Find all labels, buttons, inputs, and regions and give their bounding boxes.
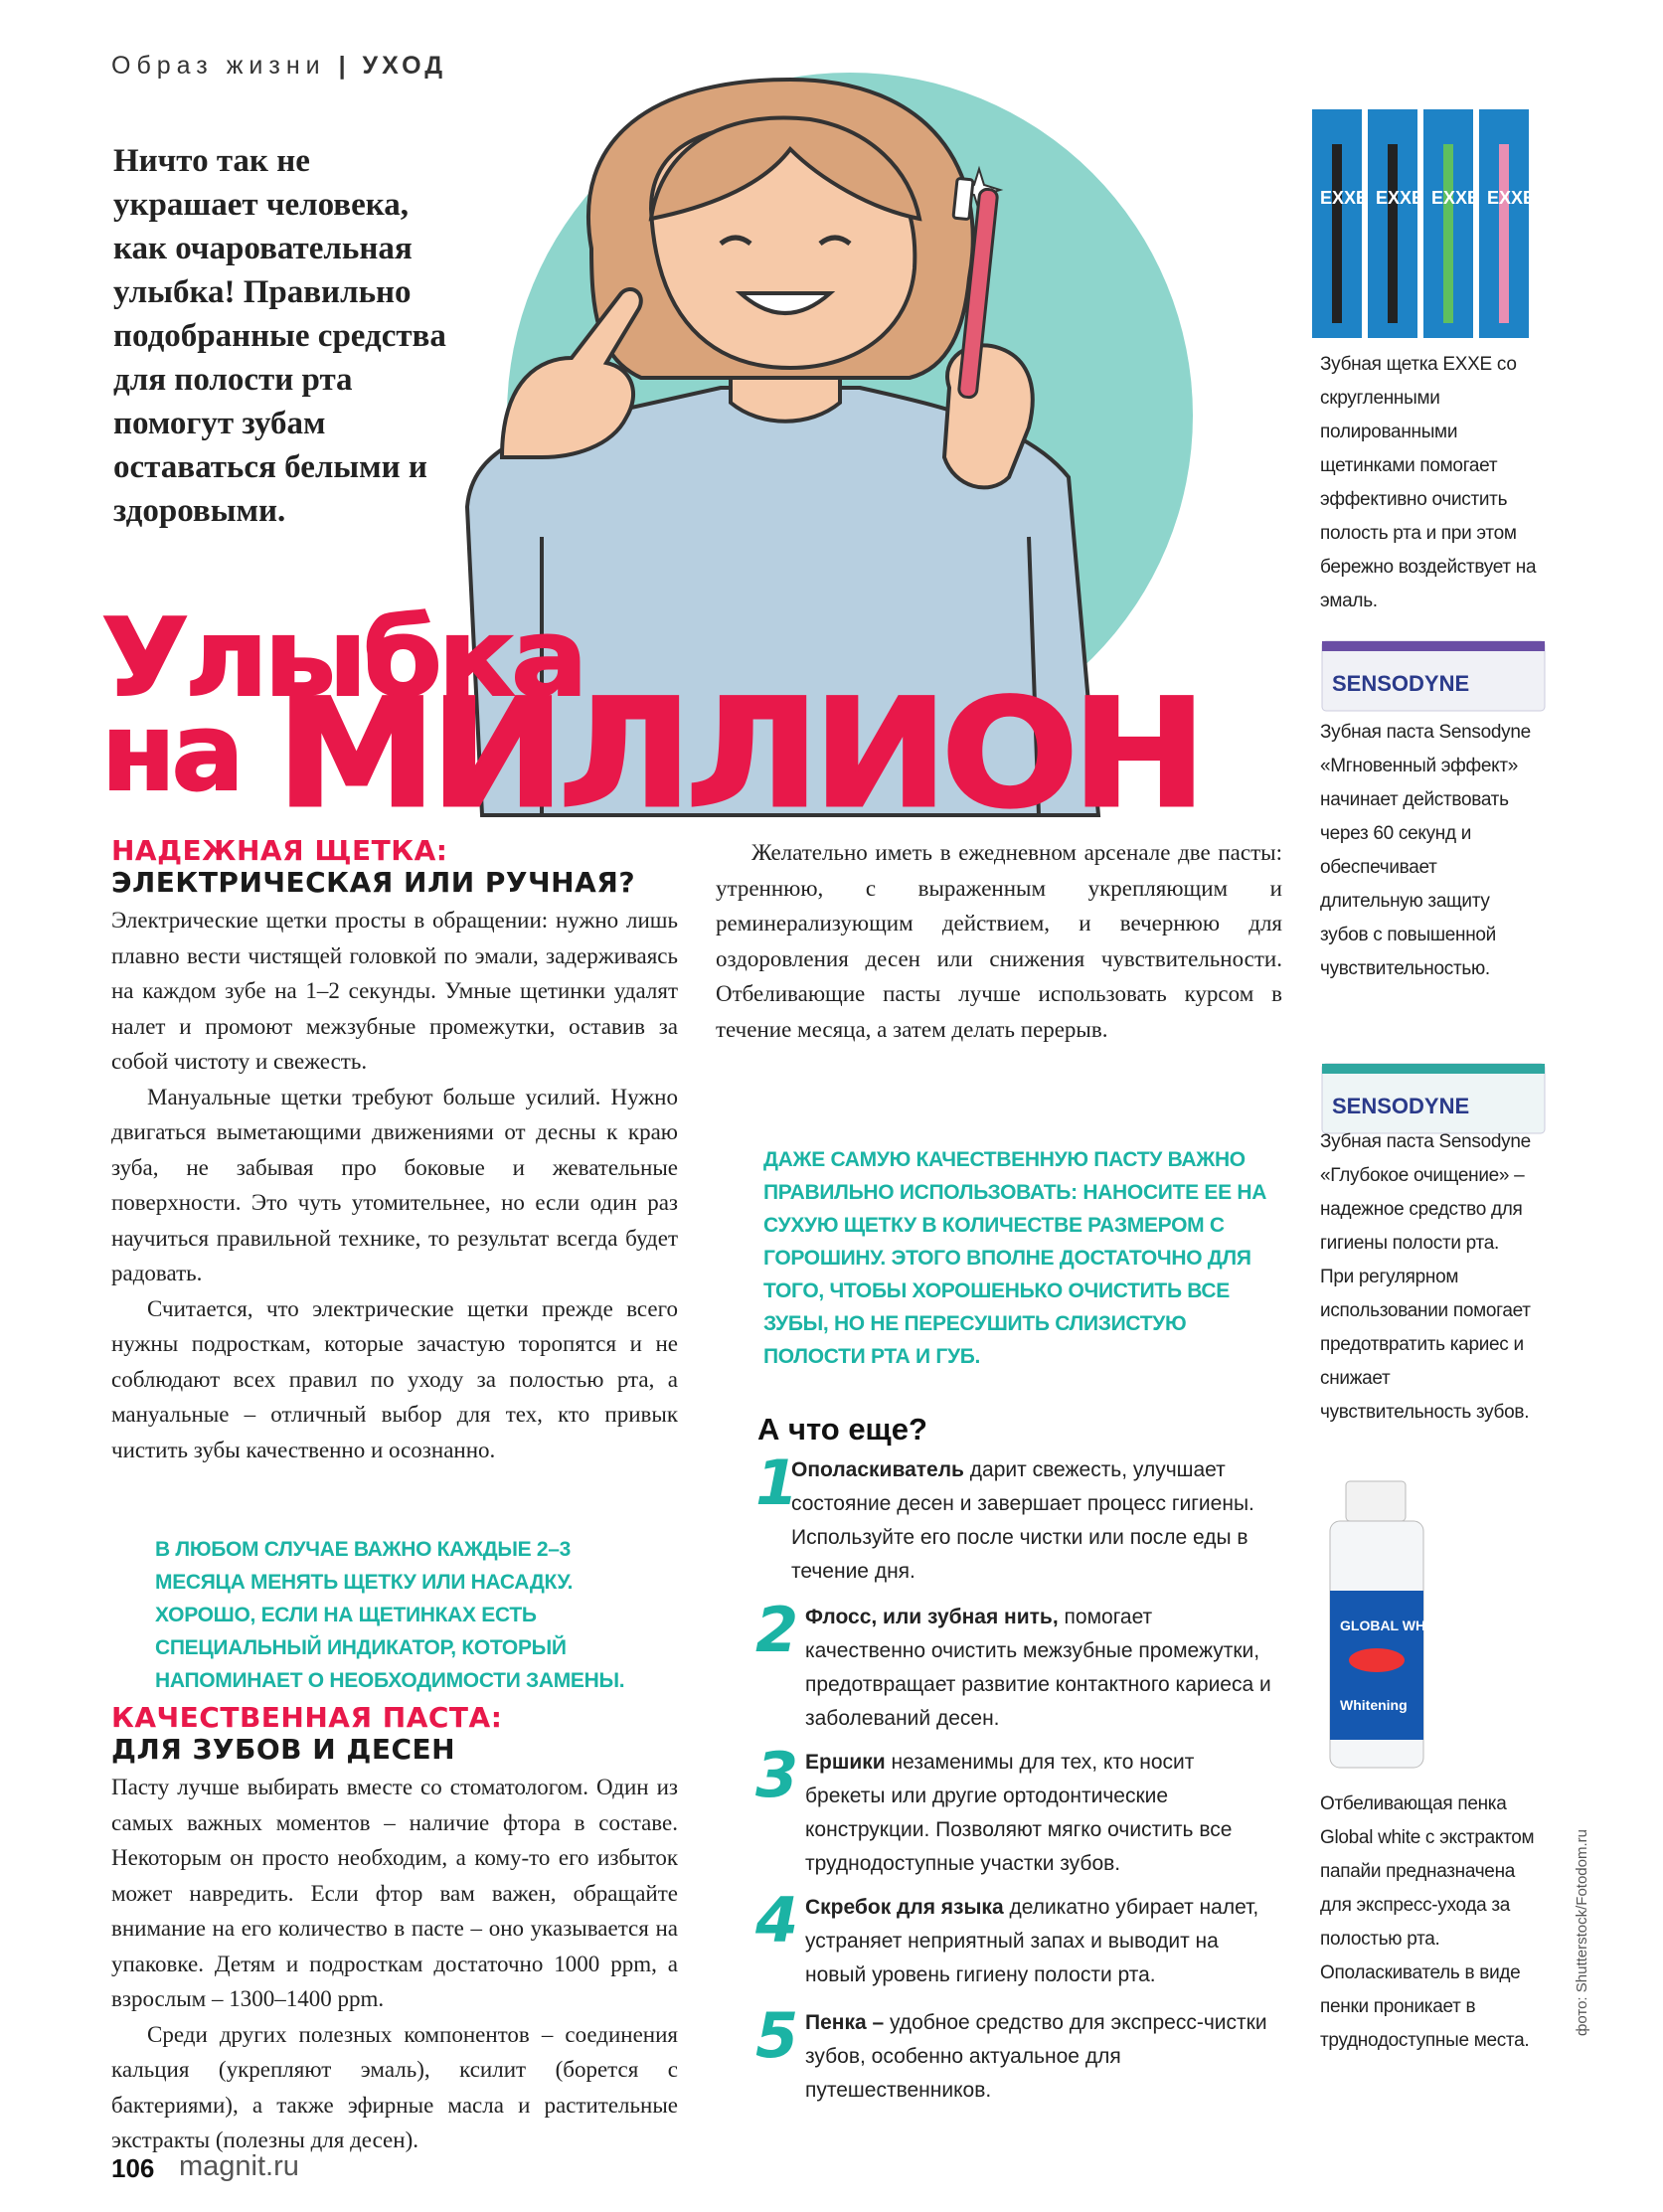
exxe-toothbrushes-image — [1310, 104, 1534, 343]
subsection-name: УХОД — [362, 52, 447, 80]
exxe-caption: Зубная щетка EXXE со скругленными полированными щетинками помогает эффективно очистить полость рта и при этом бережно воздействует на эмаль. — [1320, 354, 1537, 611]
paste-callout: ДАЖЕ САМУЮ КАЧЕСТВЕННУЮ ПАСТУ ВАЖНО ПРАВИЛЬНО ИСПОЛЬЗОВАТЬ: НАНОСИТЕ ЕЕ НА СУХУЮ ЩЕТКУ В КОЛИЧЕСТВЕ РАЗМЕРОМ С ГОРОШИНУ. ЭТОГО ВПОЛНЕ ДОСТАТОЧНО ДЛЯ ТОГО, ЧТОБЫ ХОРОШЕНЬКО ОЧИСТИТЬ ВСЕ ЗУБЫ, НО НЕ ПЕРЕСУШИТЬ СЛИЗИСТУЮ ПОЛОСТИ РТА И ГУБ. — [763, 1148, 1267, 1368]
global-white-foam-image — [1322, 1481, 1447, 1770]
brush-paragraph-2: Мануальные щетки требуют больше усилий. Нужно двигаться выметающими движениями от десны к краю зуба, не забывая про боковые и жевательные поверхности. Это чуть утомительнее, но если один раз научиться правильной технике, то результат всегда будет радовать. — [111, 1084, 678, 1285]
tip-number: 2 — [755, 1594, 799, 1666]
svg-text:Whitening: Whitening — [1340, 1697, 1408, 1713]
global-white-caption: Отбеливающая пенка Global white с экстрактом папайи предназначена для экспресс-ухода за полостью рта. Ополаскиватель в виде пенки проникает в труднодоступные места. — [1320, 1793, 1535, 2051]
sensodyne-deep-clean-caption: Зубная паста Sensodyne «Глубокое очищение» – надежное средство для гигиены полости рта. При регулярном использовании помогает предотвратить кариес и снижает чувствительность зубов. — [1320, 1131, 1531, 1423]
brush-heading-black: ЭЛЕКТРИЧЕСКАЯ ИЛИ РУЧНАЯ? — [111, 866, 636, 899]
what-else-title: А что еще? — [757, 1412, 927, 1446]
brush-callout: В ЛЮБОМ СЛУЧАЕ ВАЖНО КАЖДЫЕ 2–3 МЕСЯЦА МЕНЯТЬ ЩЕТКУ ИЛИ НАСАДКУ. ХОРОШО, ЕСЛИ НА ЩЕТИНКАХ ЕСТЬ СПЕЦИАЛЬНЫЙ ИНДИКАТОР, КОТОРЫЙ НАПОМИНАЕТ О НЕОБХОДИМОСТИ ЗАМЕНЫ. — [155, 1538, 625, 1692]
lead-paragraph: Ничто так не украшает человека, как очаровательная улыбка! Правильно подобранные средства для полости рта помогут зубам оставаться белыми и здоровыми. — [113, 143, 446, 529]
photo-credit: фото: Shutterstock/Fotodom.ru — [1574, 1829, 1590, 2036]
paste-heading-red: КАЧЕСТВЕННАЯ ПАСТА: — [111, 1701, 503, 1734]
paste-section — [111, 1701, 678, 2152]
brush-paragraph-1: Электрические щетки просты в обращении: нужно лишь плавно вести чистящей головкой по эмали, задерживаясь на каждом зубе на 1–2 секунды. Умные щетинки удалят налет и промоют межзубные промежутки, оставив за собой чистоту и свежесть. — [111, 908, 678, 1074]
paste-paragraph-3: Желательно иметь в ежедневном арсенале две пасты: утреннюю, с выраженным укрепляющим и реминерализующим действием, и вечернюю для оздоровления десен или снижения чувствительности. Отбеливающие пасты лучше использовать курсом в течение месяца, а затем делать перерыв. — [716, 840, 1282, 1042]
paste-body-left — [111, 1770, 678, 2152]
paste-paragraph-2: Среди других полезных компонентов – соединения кальция (укрепляют эмаль), ксилит (борется с бактериями), а также эфирные масла и растительные экстракты (полезны для десен). — [111, 2021, 678, 2152]
tip-item: 3 Ершики незаменимы для тех, кто носит брекеты или другие ортодонтические конструкции. Позволяют мягко очистить все труднодоступные участки зубов. — [755, 1739, 1233, 1875]
tip-number: 3 — [755, 1739, 799, 1811]
brush-body — [111, 903, 678, 1467]
tip-number: 1 — [755, 1446, 799, 1519]
paste-paragraph-1: Пасту лучше выбирать вместе со стоматологом. Один из самых важных моментов – наличие фтора в составе. Некоторым он просто необходим, а кому-то его избыток может навредить. Если фтор вам важен, обращайте внимание на его количество в пасте – оно указывается на упаковке. Детям и подросткам достаточно 1000 ppm, а взрослым – 1300–1400 ppm. — [111, 1775, 678, 2011]
section-separator: | — [338, 52, 350, 80]
svg-text:EXXE: EXXE — [1376, 188, 1424, 208]
tip-item: 4 Скребок для языка деликатно убирает налет, устраняет неприятный запах и выводит на новый уровень гигиену полости рта. — [755, 1884, 1259, 1986]
svg-text:SENSODYNE: SENSODYNE — [1332, 1094, 1470, 1118]
brush-section — [111, 835, 678, 1467]
page-number: 106 — [111, 2153, 155, 2183]
tip-item: 1 Ополаскиватель дарит свежесть, улучшает состояние десен и завершает процесс гигиены. Используйте его после чистки или после еды в течение дня. — [755, 1446, 1254, 1583]
section-name: Образ жизни — [111, 52, 326, 80]
svg-text:EXXE: EXXE — [1320, 188, 1369, 208]
svg-text:EXXE: EXXE — [1487, 188, 1536, 208]
brush-heading-red: НАДЕЖНАЯ ЩЕТКА: — [111, 834, 448, 867]
headline-word-1: Улыбка — [101, 596, 584, 721]
headline-word-2: на — [101, 691, 241, 815]
paste-heading-black: ДЛЯ ЗУБОВ И ДЕСЕН — [111, 1733, 456, 1766]
svg-text:GLOBAL WHITE: GLOBAL WHITE — [1340, 1617, 1447, 1633]
tip-item: 5 Пенка – удобное средство для экспресс-чистки зубов, особенно актуальное для путешественников. — [755, 1999, 1267, 2102]
tip-number: 5 — [755, 1999, 799, 2072]
paste-body-right — [716, 835, 1282, 1047]
sensodyne-instant-caption: Зубная паста Sensodyne «Мгновенный эффект» начинает действовать через 60 секунд и обеспечивает длительную защиту зубов с повышенной чувствительностью. — [1320, 722, 1531, 979]
tip-number: 4 — [755, 1884, 799, 1957]
brush-paragraph-3: Считается, что электрические щетки прежде всего нужны подросткам, которые зачастую торопятся и не соблюдают всех правил по уходу за полостью рта, а мануальные – отличный выбор для тех, кто привык чистить зубы качественно и осознанно. — [111, 1295, 678, 1462]
sensodyne-instant-image — [1322, 636, 1546, 716]
tip-item: 2 Флосс, или зубная нить, помогает качественно очистить межзубные промежутки, предотвращает развитие контактного кариеса и заболеваний десен. — [755, 1594, 1271, 1730]
svg-text:EXXE: EXXE — [1431, 188, 1480, 208]
site-url: magnit.ru — [179, 2150, 299, 2182]
svg-text:SENSODYNE: SENSODYNE — [1332, 671, 1470, 696]
headline-word-3: МИЛЛИОН — [276, 668, 1201, 841]
